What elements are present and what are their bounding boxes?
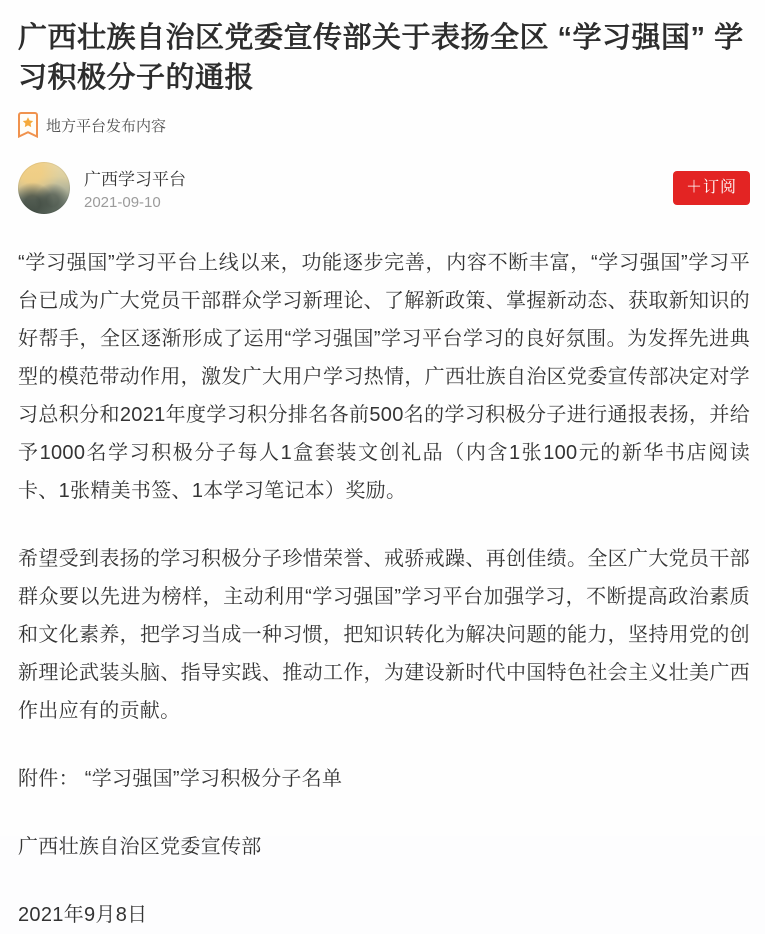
subscribe-button[interactable]: ＋订阅 — [673, 171, 750, 205]
source-badge — [18, 112, 750, 138]
paragraph: “学习强国”学习平台上线以来，功能逐步完善，内容不断丰富，“学习强国”学习平台已成为广大党员干部群众学习新理论、了解新政策、掌握新动态、获取新知识的好帮手，全区逐渐形成了运用“学习强国”学习平台学习的良好氛围。为发挥先进典型的模范带动作用，激发广大用户学习热情，广西壮族自治区党委宣传部决定对学习总积分和2021年度学习积分排名各前500名的学习积极分子进行通报表扬，并给予1000名学习积极分子每人1盒套装文创礼品（内含1张100元的新华书店阅读卡、1张精美书签、1本学习笔记本）奖励。 — [18, 252, 750, 502]
avatar[interactable] — [18, 162, 70, 214]
sign-date-line: 2021年9月8日 — [18, 904, 148, 926]
award-bookmark-icon — [18, 112, 38, 138]
article-body — [18, 244, 750, 934]
publish-date: 2021-09-10 — [84, 194, 161, 211]
paragraph: 希望受到表扬的学习积极分子珍惜荣誉、戒骄戒躁、再创佳绩。全区广大党员干部群众要以先进为榜样，主动利用“学习强国”学习平台加强学习，不断提高政治素质和文化素养，把学习当成一种习惯，把知识转化为解决问题的能力，坚持用党的创新理论武装头脑、指导实践、推动工作，为建设新时代中国特色社会主义壮美广西作出应有的贡献。 — [18, 548, 750, 722]
badge-label: 地方平台发布内容 — [46, 117, 167, 135]
signature-line: 广西壮族自治区党委宣传部 — [18, 836, 262, 858]
author-meta — [84, 165, 186, 211]
page-title: 广西壮族自治区党委宣传部关于表扬全区 “学习强国” 学习积极分子的通报 — [18, 22, 744, 94]
attachment-line: 附件： “学习强国”学习积极分子名单 — [18, 768, 343, 790]
author-row — [18, 162, 750, 214]
author-name[interactable]: 广西学习平台 — [84, 170, 186, 189]
